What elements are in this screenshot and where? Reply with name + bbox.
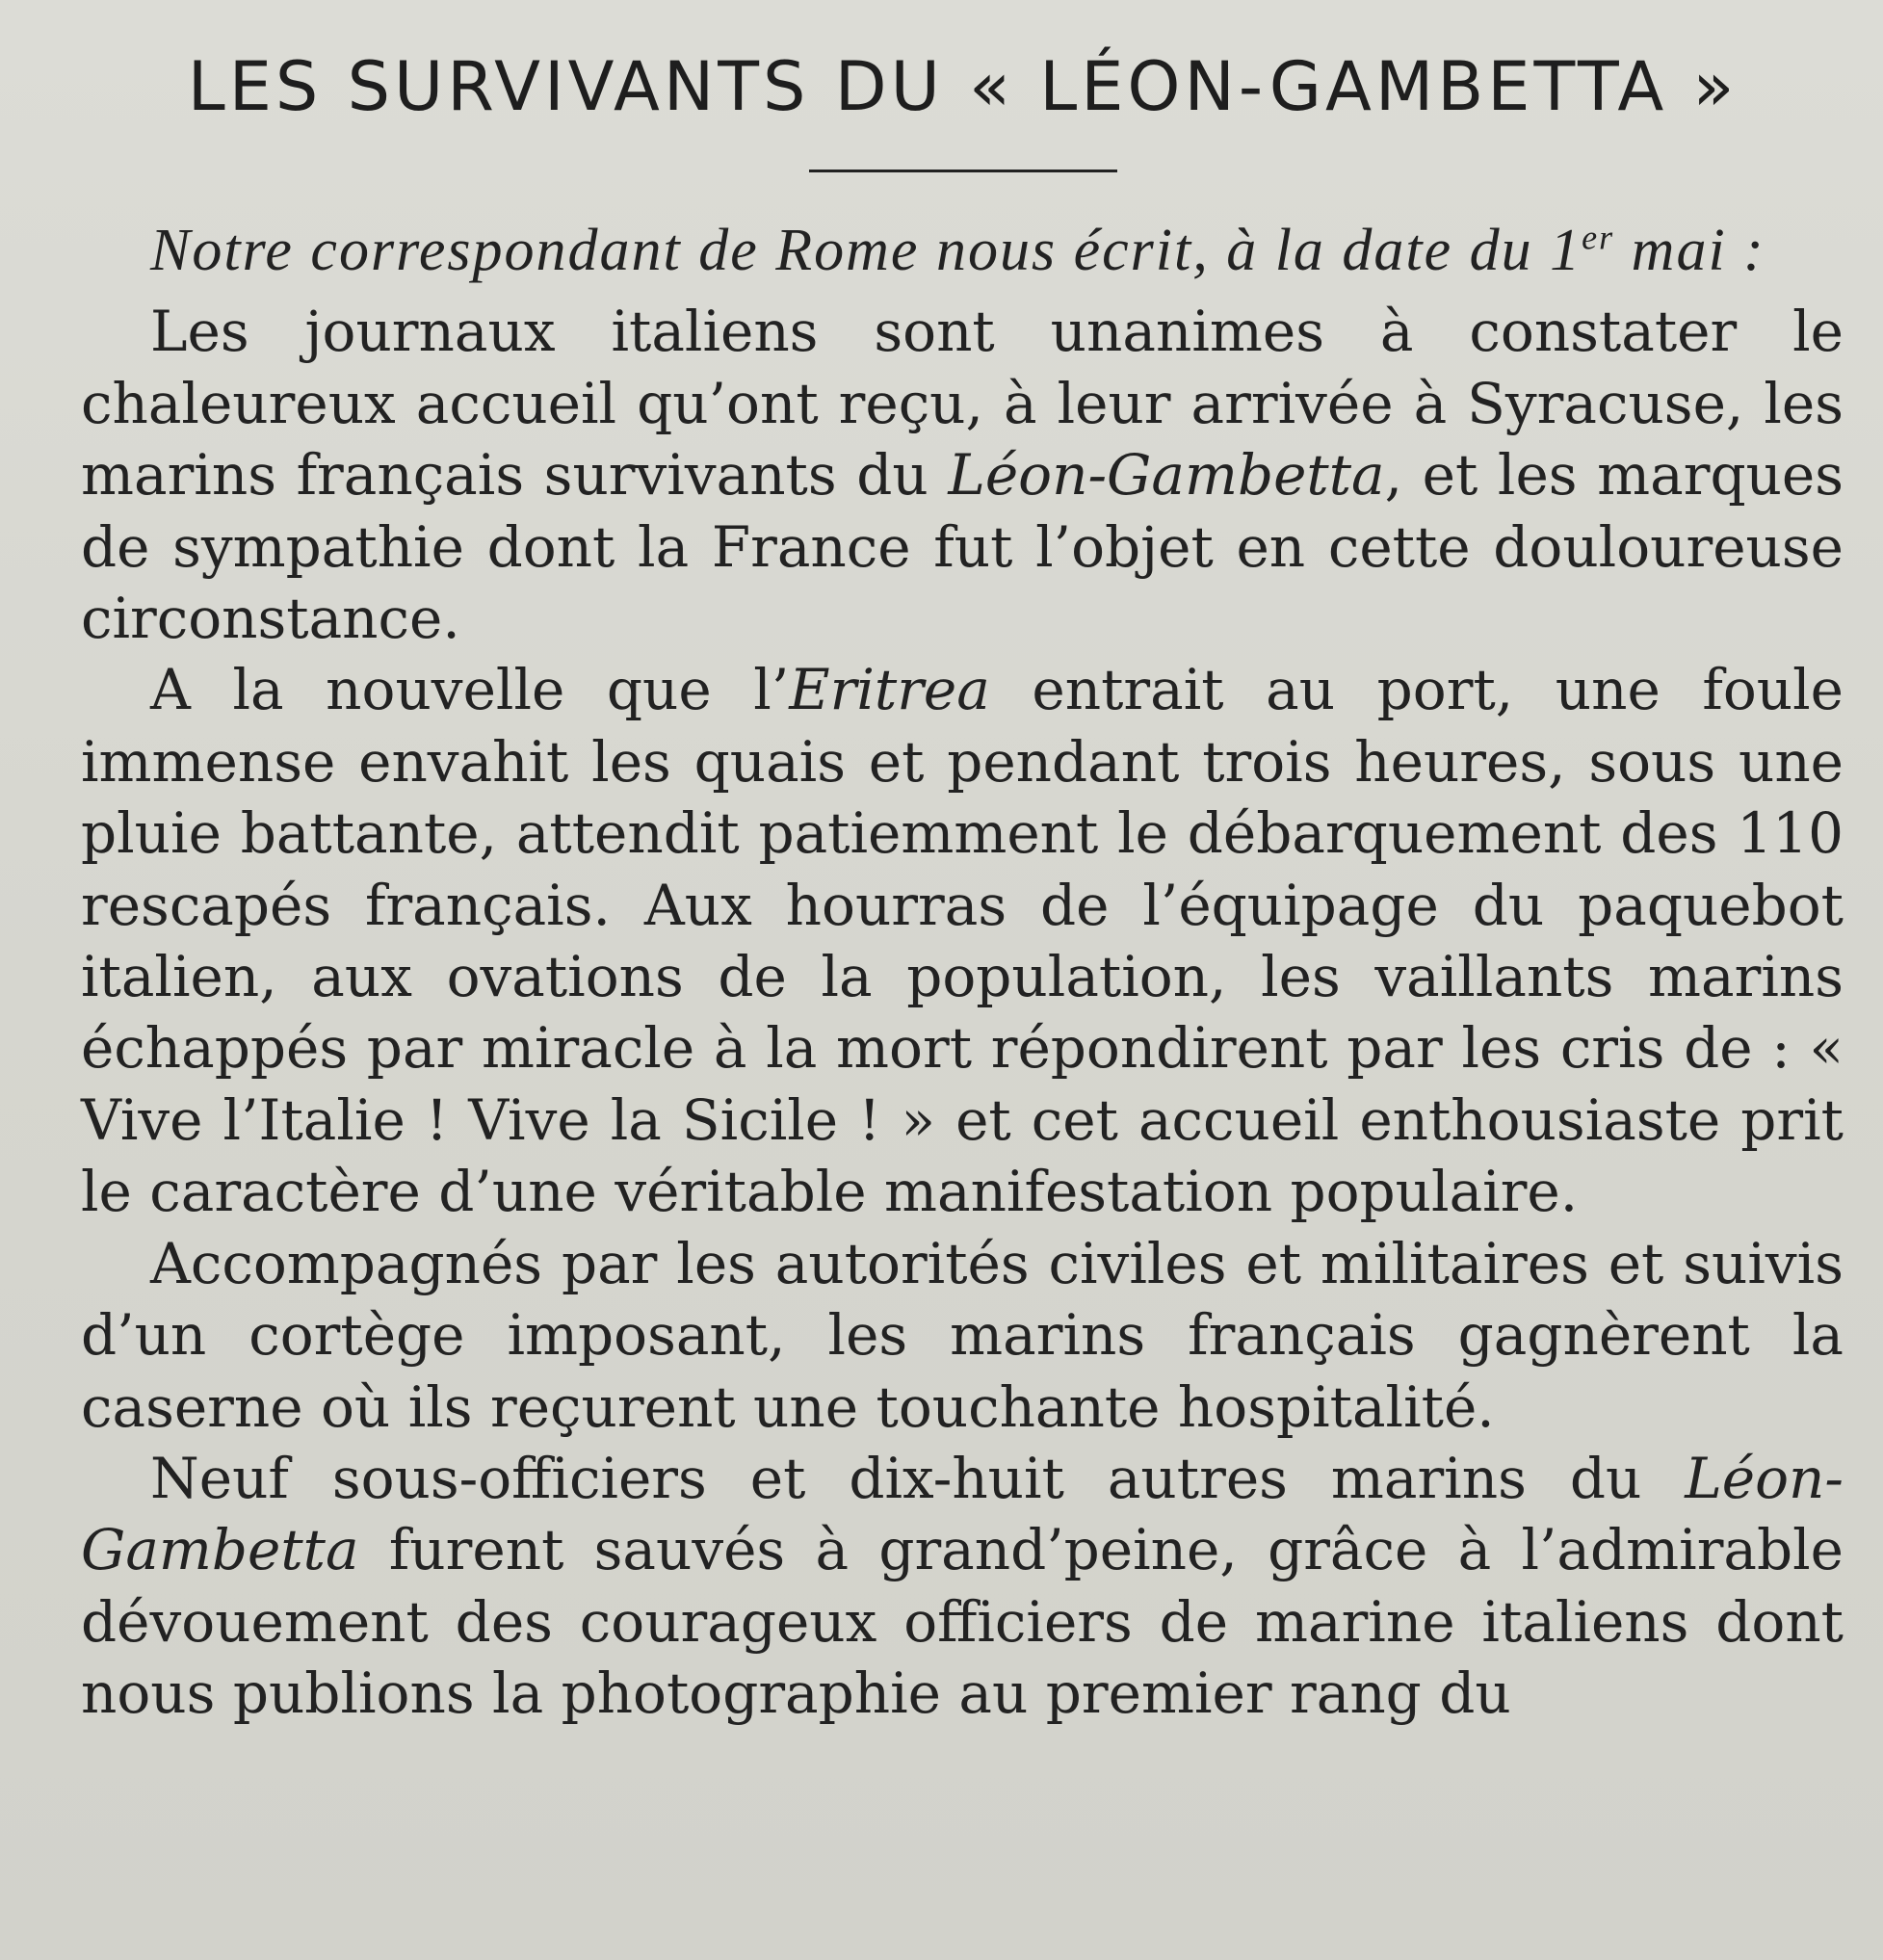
ship-name: Léon-Gambetta: [948, 442, 1385, 509]
paragraph-text: A la nouvelle que l’: [150, 657, 790, 723]
ship-name: Léon-Gambetta: [81, 1445, 1844, 1583]
paragraph-text: entrait au port, une foule immense envahit les quais et pendant trois heures, sous une pluie battante, attendit patiemment le débarquement des 110 rescapés français. Aux hourras de l’équipage du paquebot italien, aux ovations de la population, les vaillants marins échappés par miracle à la mort répondirent par les cris de : « Vive l’Italie ! Vive la Sicile ! » et cet accueil enthousiaste prit le caractère d’une véritable manifestation populaire.: [81, 657, 1844, 1225]
ship-name: Eritrea: [789, 657, 990, 723]
intro-line: [81, 215, 1844, 286]
intro-text: Notre correspondant de Rome nous écrit, à la date du 1: [150, 218, 1582, 283]
title-divider: [809, 170, 1117, 172]
intro-text-end: mai :: [1614, 218, 1765, 283]
paragraph-3: [81, 1228, 1844, 1443]
paragraph-text: Neuf sous-officiers et dix-huit autres marins du: [150, 1445, 1686, 1511]
paragraph-text: , et les marques de sympathie dont la France fut l’objet en cette douloureuse circonstance.: [81, 442, 1844, 652]
paragraph-text: furent sauvés à grand’peine, grâce à l’admirable dévouement des courageux officiers de marine italiens dont nous publions la photographie au premier rang du: [81, 1517, 1844, 1727]
article-body: [81, 215, 1844, 1730]
paragraph-1: [81, 296, 1844, 654]
paragraph-4: [81, 1443, 1844, 1730]
intro-superscript: er: [1582, 218, 1615, 257]
article-title: LES SURVIVANTS DU « LÉON-GAMBETTA »: [187, 47, 1739, 126]
paragraph-text: Les journaux italiens sont unanimes à constater le chaleureux accueil qu’ont reçu, à leur arrivée à Syracuse, les marins français survivants du: [81, 299, 1844, 509]
paragraph-2: [81, 654, 1844, 1227]
paragraph-text: Accompagnés par les autorités civiles et militaires et suivis d’un cortège imposant, les marins français gagnèrent la caserne où ils reçurent une touchante hospitalité.: [81, 1230, 1844, 1440]
